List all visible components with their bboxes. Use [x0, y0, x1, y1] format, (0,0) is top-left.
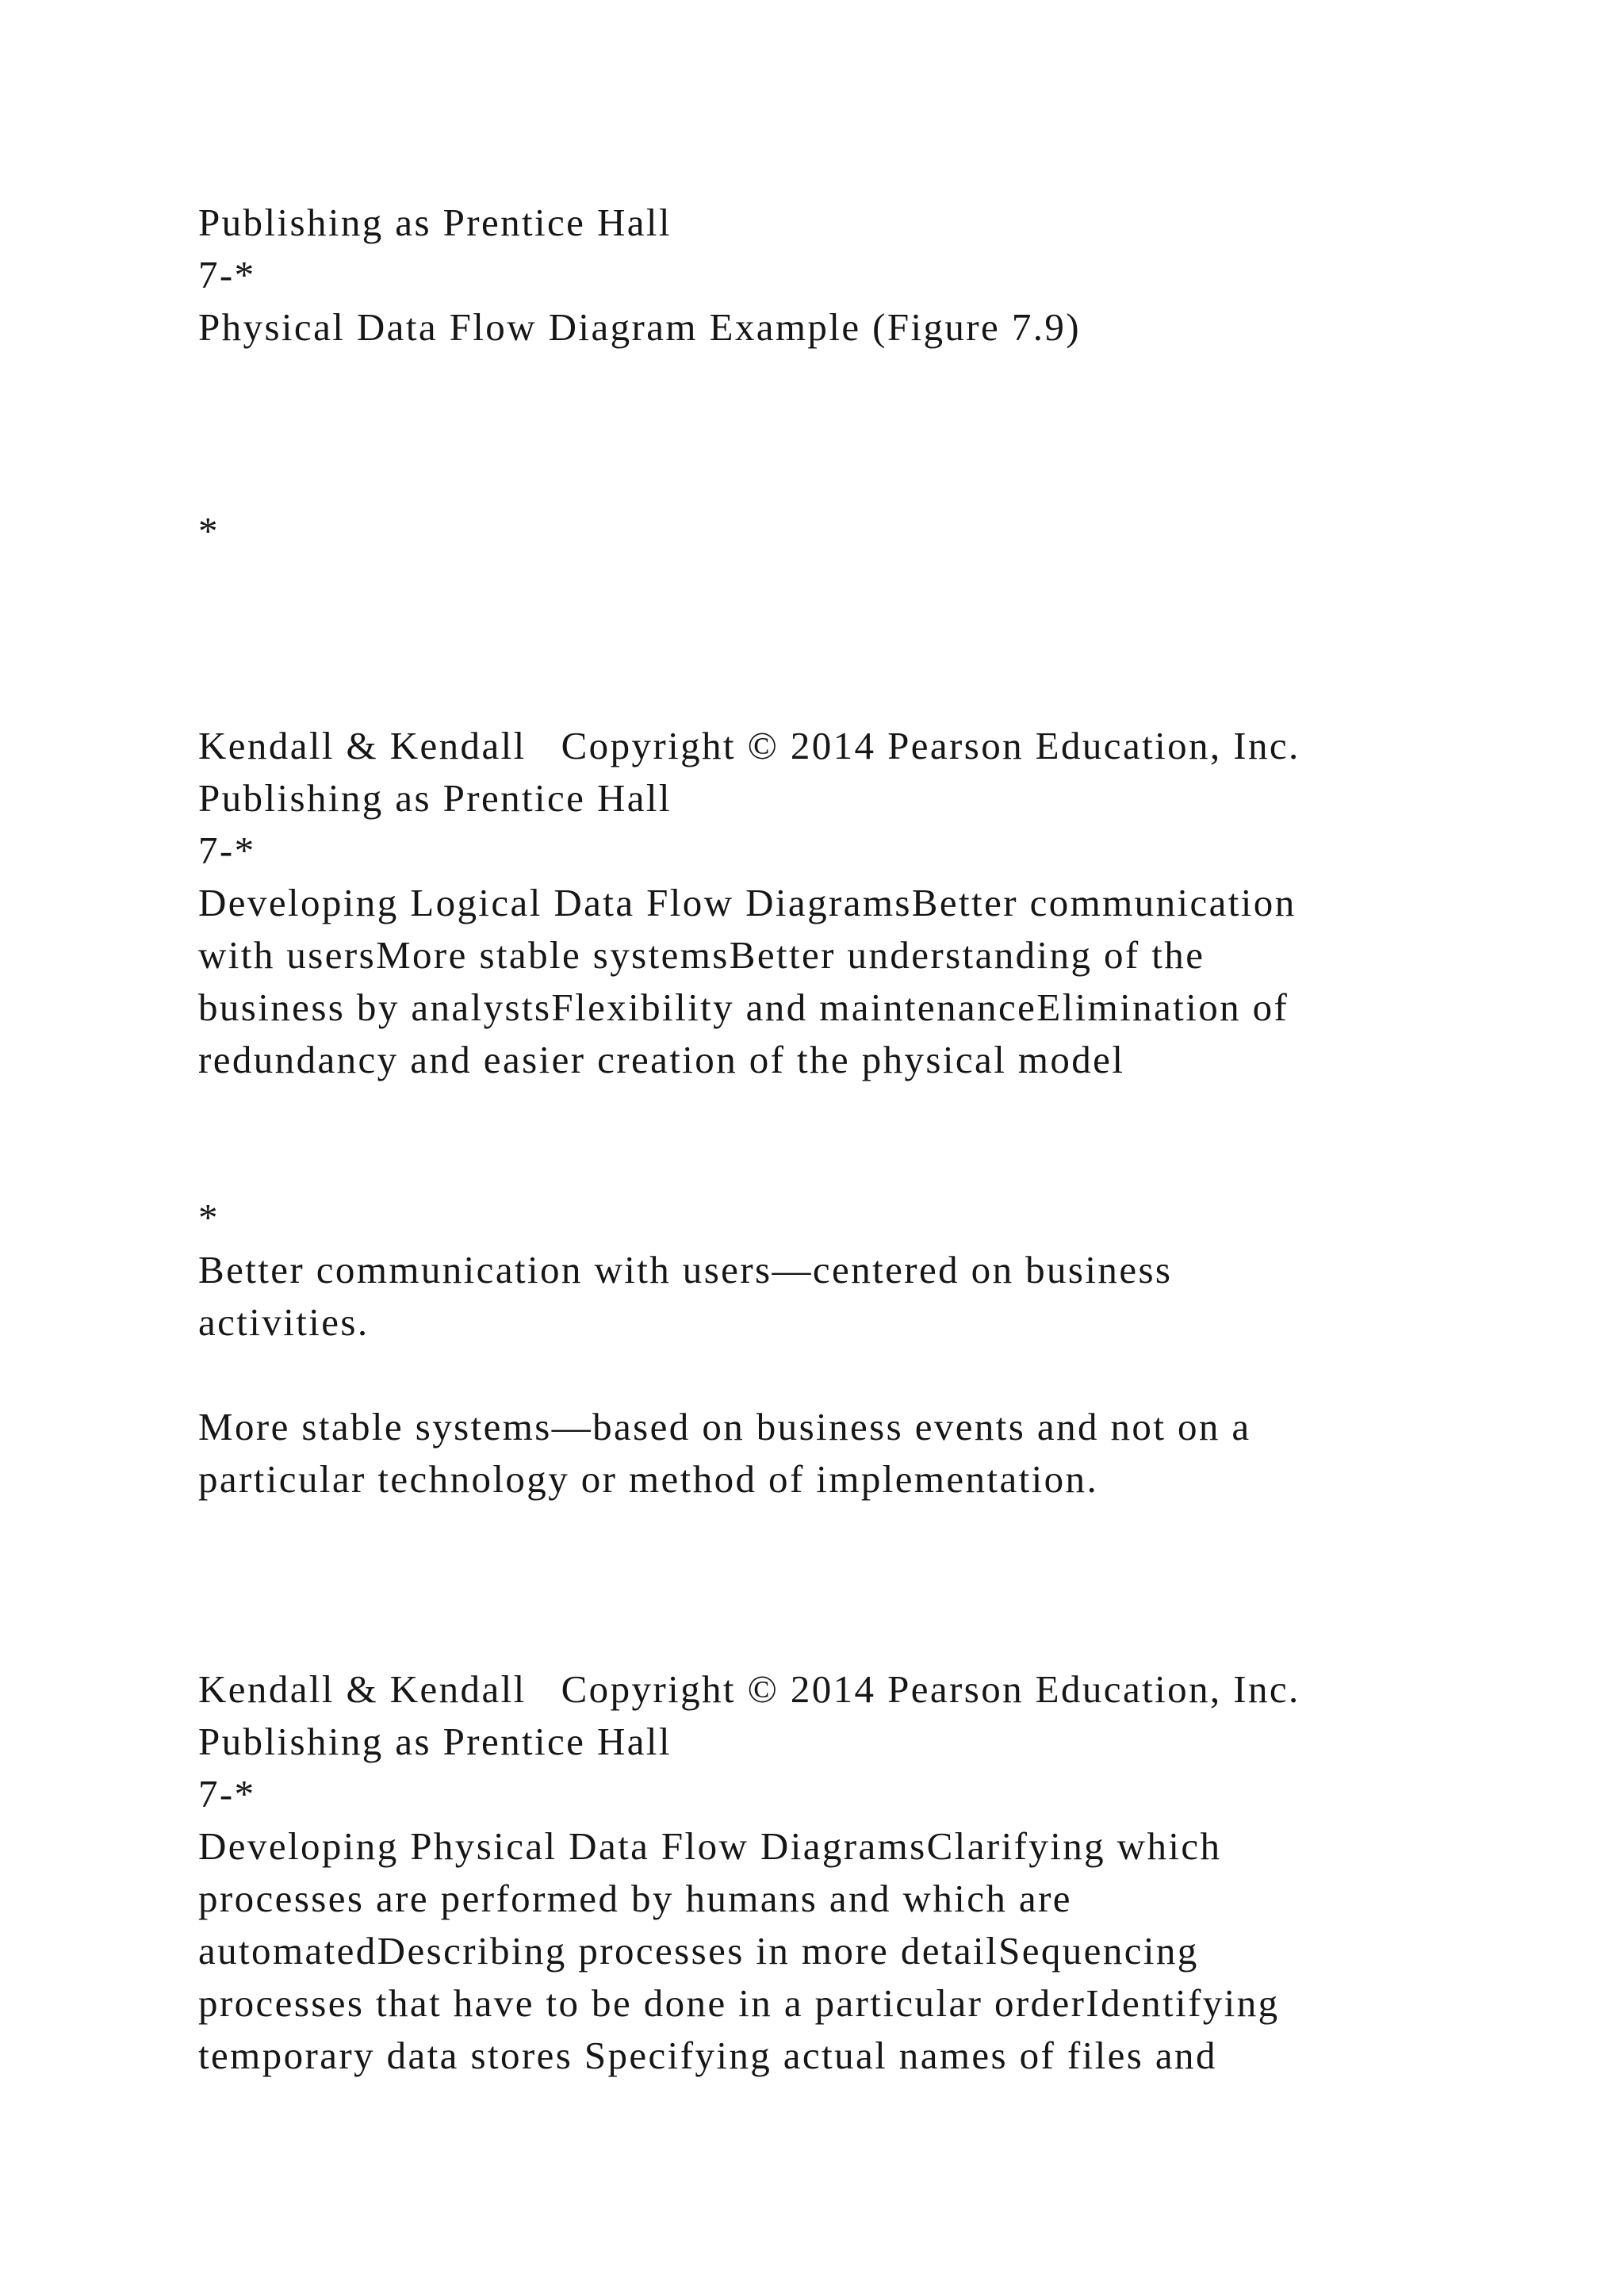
- slide-body-line: processes are performed by humans and which are: [198, 1877, 1072, 1920]
- slide-number: 7-*: [198, 828, 256, 872]
- notes-line: More stable systems—based on business events and not on a: [198, 1405, 1251, 1448]
- text-line: Publishing as Prentice Hall: [198, 1720, 672, 1763]
- slide-title: Physical Data Flow Diagram Example (Figure 7.9): [198, 305, 1081, 349]
- slide-body-line: redundancy and easier creation of the physical model: [198, 1038, 1125, 1081]
- text-line: Publishing as Prentice Hall: [198, 776, 672, 820]
- notes-marker: *: [198, 509, 220, 553]
- copyright-line: Kendall & Kendall Copyright © 2014 Pearson Education, Inc.: [198, 1667, 1300, 1711]
- slide-body-line: business by analystsFlexibility and maintenanceElimination of: [198, 985, 1289, 1029]
- slide-body-line: temporary data stores Specifying actual names of files and: [198, 2034, 1217, 2077]
- slide-body-line: with usersMore stable systemsBetter understanding of the: [198, 933, 1205, 977]
- notes-line: Better communication with users—centered on business: [198, 1248, 1173, 1292]
- slide-number: 7-*: [198, 1772, 256, 1816]
- slide-body-line: Developing Logical Data Flow DiagramsBetter communication: [198, 881, 1297, 924]
- text-line: Publishing as Prentice Hall: [198, 201, 672, 244]
- slide-body-line: processes that have to be done in a particular orderIdentifying: [198, 1981, 1280, 2025]
- copyright-line: Kendall & Kendall Copyright © 2014 Pearson Education, Inc.: [198, 724, 1300, 767]
- slide-number: 7-*: [198, 253, 256, 297]
- slide-body-line: automatedDescribing processes in more detailSequencing: [198, 1929, 1199, 1973]
- notes-marker: *: [198, 1196, 220, 1239]
- notes-line: particular technology or method of implementation.: [198, 1457, 1099, 1501]
- slide-body-line: Developing Physical Data Flow DiagramsClarifying which: [198, 1824, 1222, 1868]
- notes-line: activities.: [198, 1300, 370, 1344]
